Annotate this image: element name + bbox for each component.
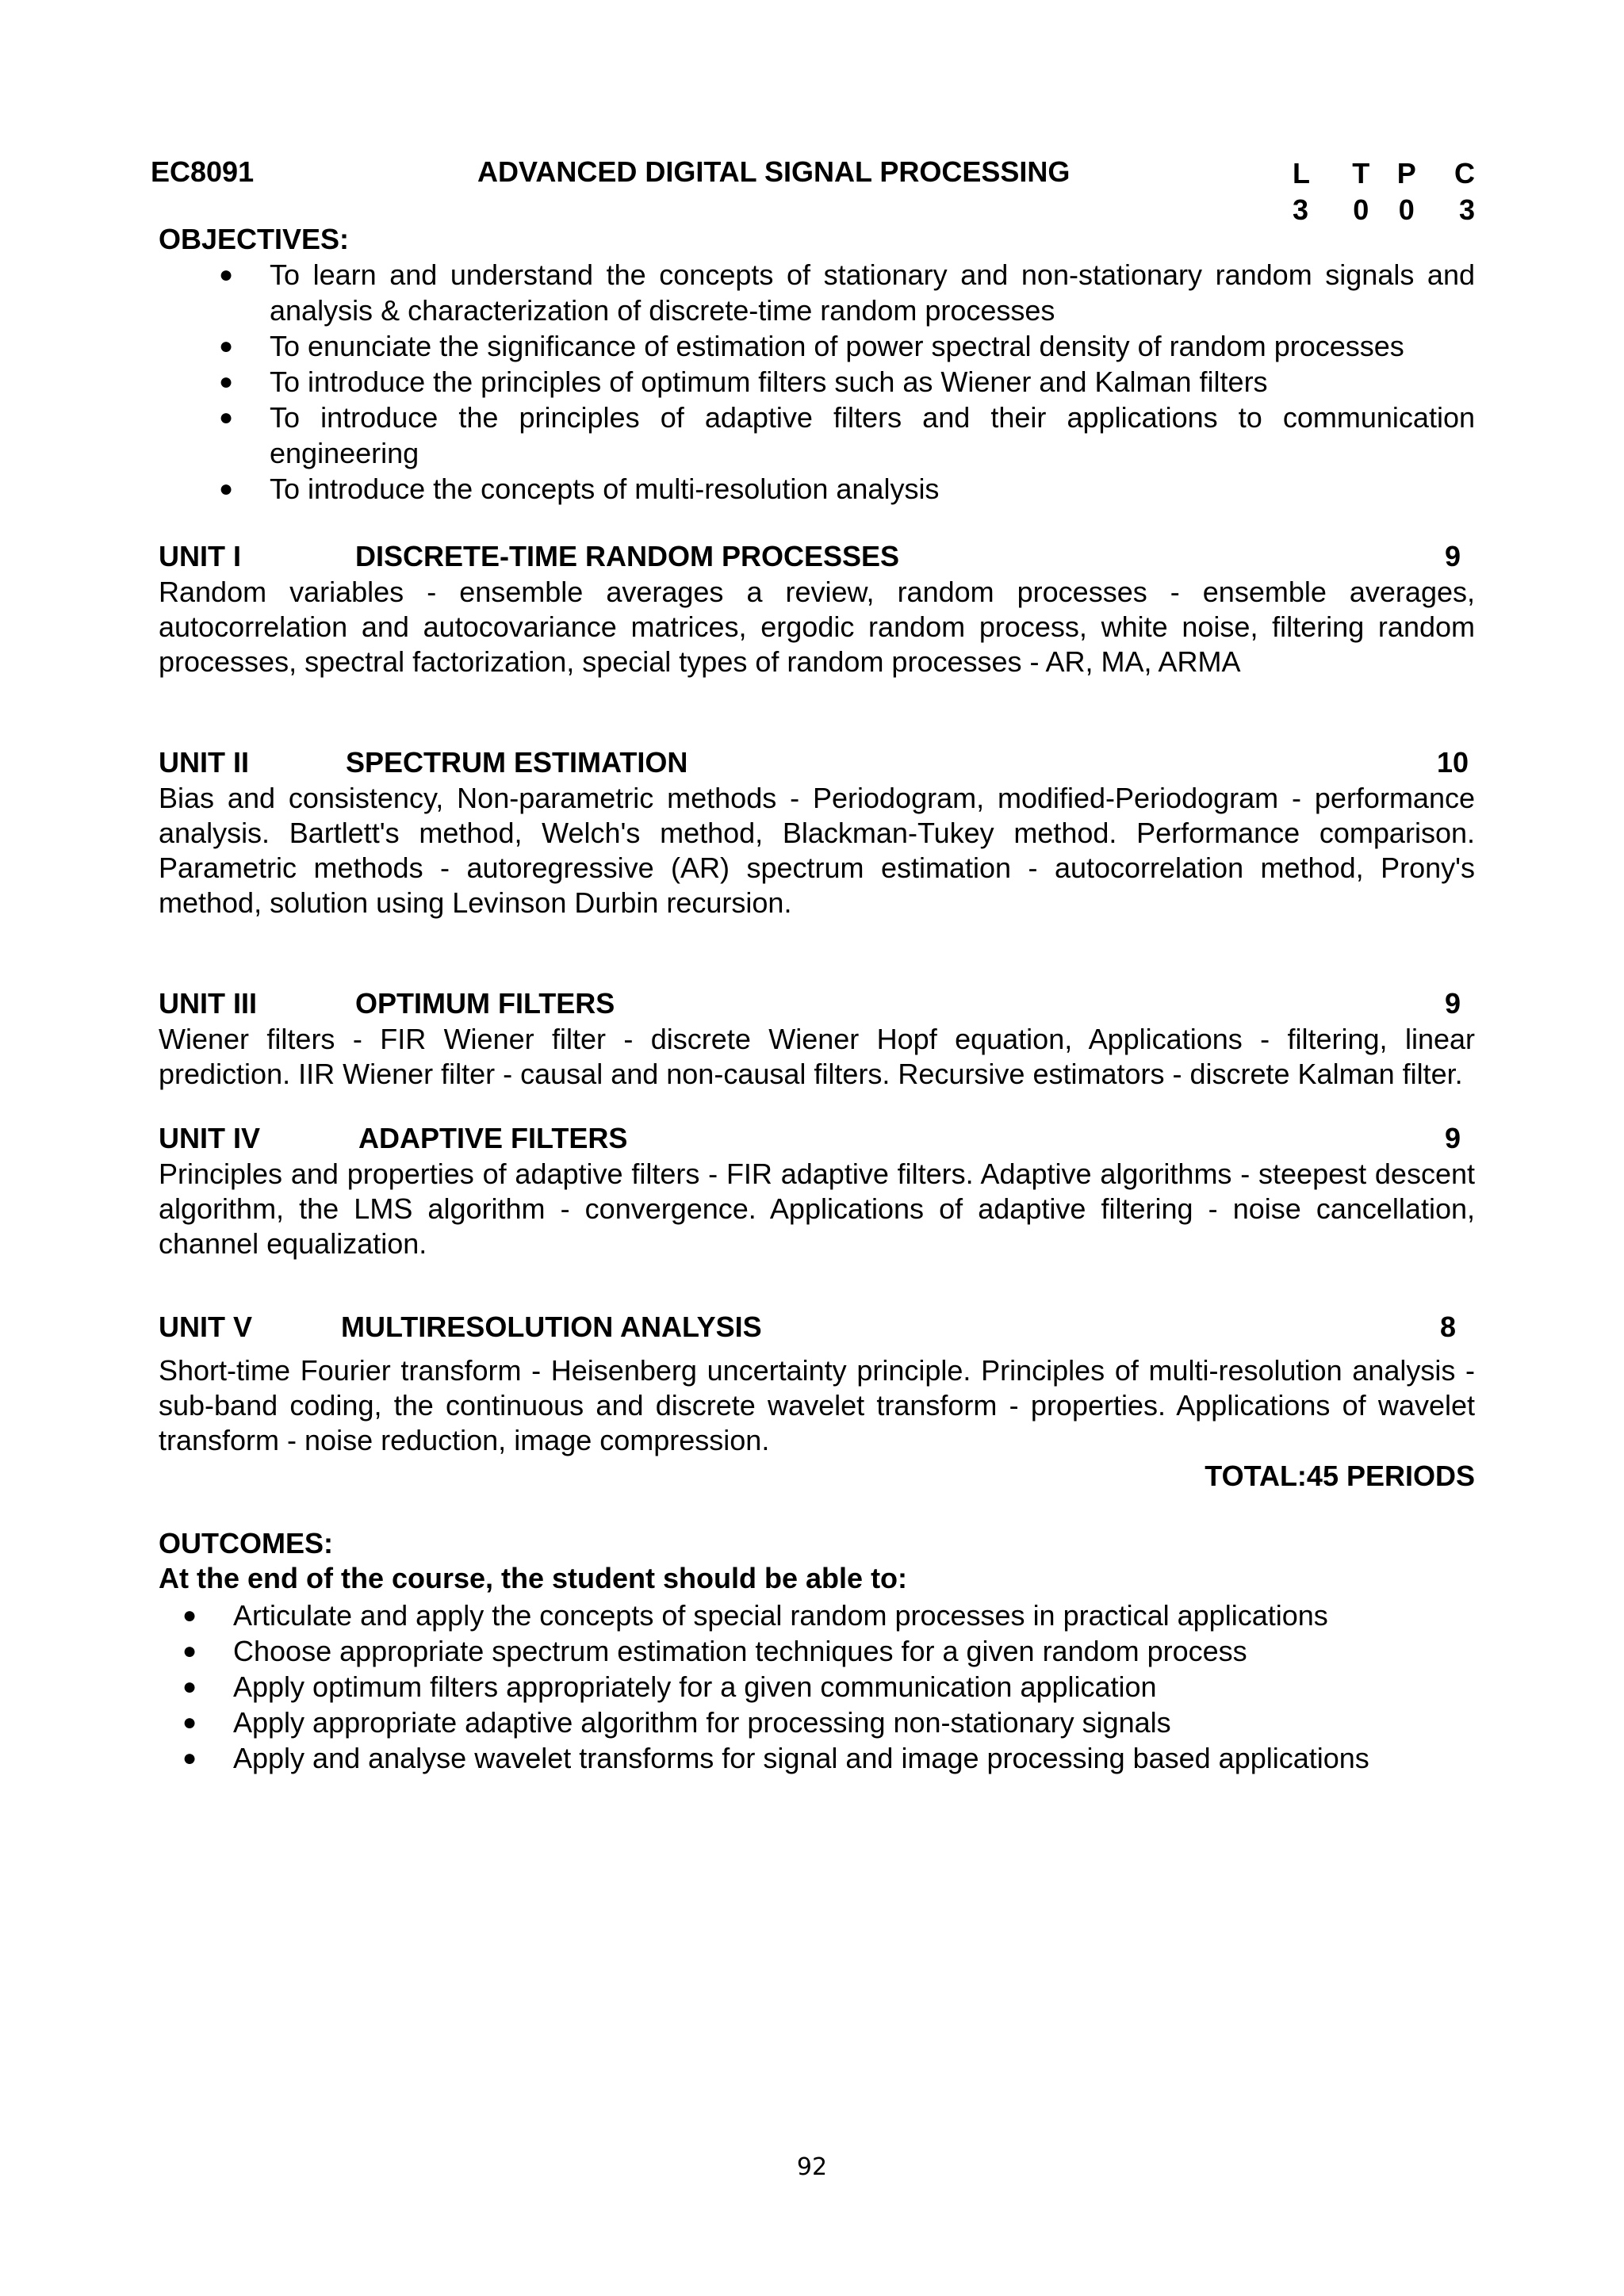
list-item: ● To introduce the principles of optimum filters such as Wiener and Kalman filters — [219, 365, 1268, 398]
list-item: ● To learn and understand the concepts of stationary and non-stationary random signals and analysis & characterization of discrete-time random processes — [219, 258, 1475, 327]
bullet-icon: ● — [182, 1709, 197, 1735]
unit-2-body: Bias and consistency, Non-parametric methods - Periodogram, modified-Periodogram - performance analysis. Bartlett's method, Welch's method, Blackman-Tukey method. Performance comparison. Parametric methods - autoregressive (AR) spectrum estimation - autocorrelation method, Prony's method, solution using Levinson Durbin recursion. — [159, 782, 1475, 919]
bullet-icon: ● — [219, 476, 234, 502]
unit-hours: 9 — [1445, 987, 1461, 1020]
unit-3-body: Wiener filters - FIR Wiener filter - discrete Wiener Hopf equation, Applications - filtering, linear prediction. IIR Wiener filter - causal and non-causal filters. Recursive estimators - discrete Kalman filter. — [159, 1023, 1475, 1090]
syllabus-page — [151, 155, 1475, 1776]
list-item: ● Apply optimum filters appropriately for a given communication application — [182, 1670, 1157, 1703]
bullet-icon: ● — [182, 1638, 197, 1664]
ltpc-table — [1293, 155, 1475, 228]
bullet-icon: ● — [182, 1745, 197, 1771]
bullet-icon: ● — [182, 1674, 197, 1700]
unit-hours: 9 — [1445, 1122, 1461, 1154]
unit-number: UNIT I — [159, 540, 241, 572]
ltpc-label-c: C — [1454, 157, 1475, 189]
objectives-heading: OBJECTIVES: — [159, 223, 350, 255]
unit-number: UNIT III — [159, 987, 257, 1020]
outcomes-heading: OUTCOMES: — [159, 1527, 333, 1559]
ltpc-label-p: P — [1396, 157, 1416, 189]
bullet-icon: ● — [219, 404, 234, 430]
unit-hours: 8 — [1440, 1311, 1457, 1343]
outcomes-list — [159, 1598, 1475, 1776]
unit-number: UNIT IV — [159, 1122, 261, 1154]
unit-hours: 9 — [1445, 540, 1461, 572]
unit-1-heading — [159, 538, 1475, 575]
ltpc-value-c: 3 — [1458, 193, 1475, 226]
objectives-list — [159, 257, 1475, 507]
total-periods: TOTAL:45 PERIODS — [1205, 1460, 1475, 1492]
list-item: ● Apply appropriate adaptive algorithm for processing non-stationary signals — [182, 1706, 1171, 1739]
unit-title: MULTIRESOLUTION ANALYSIS — [341, 1311, 762, 1343]
unit-title: ADAPTIVE FILTERS — [358, 1122, 628, 1154]
bullet-icon: ● — [219, 369, 234, 395]
unit-4-heading — [159, 1120, 1475, 1157]
unit-title: SPECTRUM ESTIMATION — [346, 746, 688, 779]
unit-title: DISCRETE-TIME RANDOM PROCESSES — [355, 540, 900, 572]
list-item: ● To introduce the principles of adaptive filters and their applications to communication engineering — [219, 401, 1475, 469]
unit-5-heading — [159, 1309, 1475, 1345]
list-item: ● To enunciate the significance of estimation of power spectral density of random processes — [219, 330, 1404, 362]
ltpc-value-t: 0 — [1353, 193, 1369, 226]
bullet-icon: ● — [219, 262, 234, 288]
ltpc-value-p: 0 — [1398, 193, 1415, 226]
list-item: ● Apply and analyse wavelet transforms for signal and image processing based applications — [182, 1742, 1369, 1774]
unit-title: OPTIMUM FILTERS — [355, 987, 615, 1020]
unit-2-heading — [159, 744, 1475, 781]
outcomes-subheading: At the end of the course, the student should be able to: — [159, 1562, 908, 1594]
ltpc-values — [1293, 192, 1475, 228]
unit-1-body: Random variables - ensemble averages a review, random processes - ensemble averages, autocorrelation and autocovariance matrices, ergodic random process, white noise, filtering random processes, spectral factorization, special types of random processes - AR, MA, ARMA — [159, 576, 1475, 678]
course-title: ADVANCED DIGITAL SIGNAL PROCESSING — [477, 155, 1071, 188]
unit-hours: 10 — [1437, 746, 1469, 779]
ltpc-labels — [1293, 155, 1475, 192]
bullet-icon: ● — [182, 1602, 197, 1628]
ltpc-label-t: T — [1352, 157, 1370, 189]
course-code: EC8091 — [151, 155, 255, 188]
list-item: ● Choose appropriate spectrum estimation techniques for a given random process — [182, 1635, 1247, 1667]
list-item: ● Articulate and apply the concepts of special random processes in practical applications — [182, 1599, 1328, 1632]
unit-number: UNIT II — [159, 746, 249, 779]
ltpc-label-l: L — [1293, 157, 1310, 189]
unit-5-body: Short-time Fourier transform - Heisenberg uncertainty principle. Principles of multi-resolution analysis - sub-band coding, the continuous and discrete wavelet transform - properties. Applications of wavelet transform - noise reduction, image compression. — [159, 1354, 1475, 1456]
unit-number: UNIT V — [159, 1311, 253, 1343]
page-number: 92 — [796, 2153, 828, 2181]
bullet-icon: ● — [219, 333, 234, 359]
course-header — [151, 155, 1475, 227]
ltpc-value-l: 3 — [1293, 193, 1309, 226]
unit-3-heading — [159, 985, 1475, 1022]
list-item: ● To introduce the concepts of multi-resolution analysis — [219, 473, 940, 505]
unit-4-body: Principles and properties of adaptive filters - FIR adaptive filters. Adaptive algorithms - steepest descent algorithm, the LMS algorithm - convergence. Applications of adaptive filtering - noise cancellation, channel equalization. — [159, 1158, 1475, 1260]
